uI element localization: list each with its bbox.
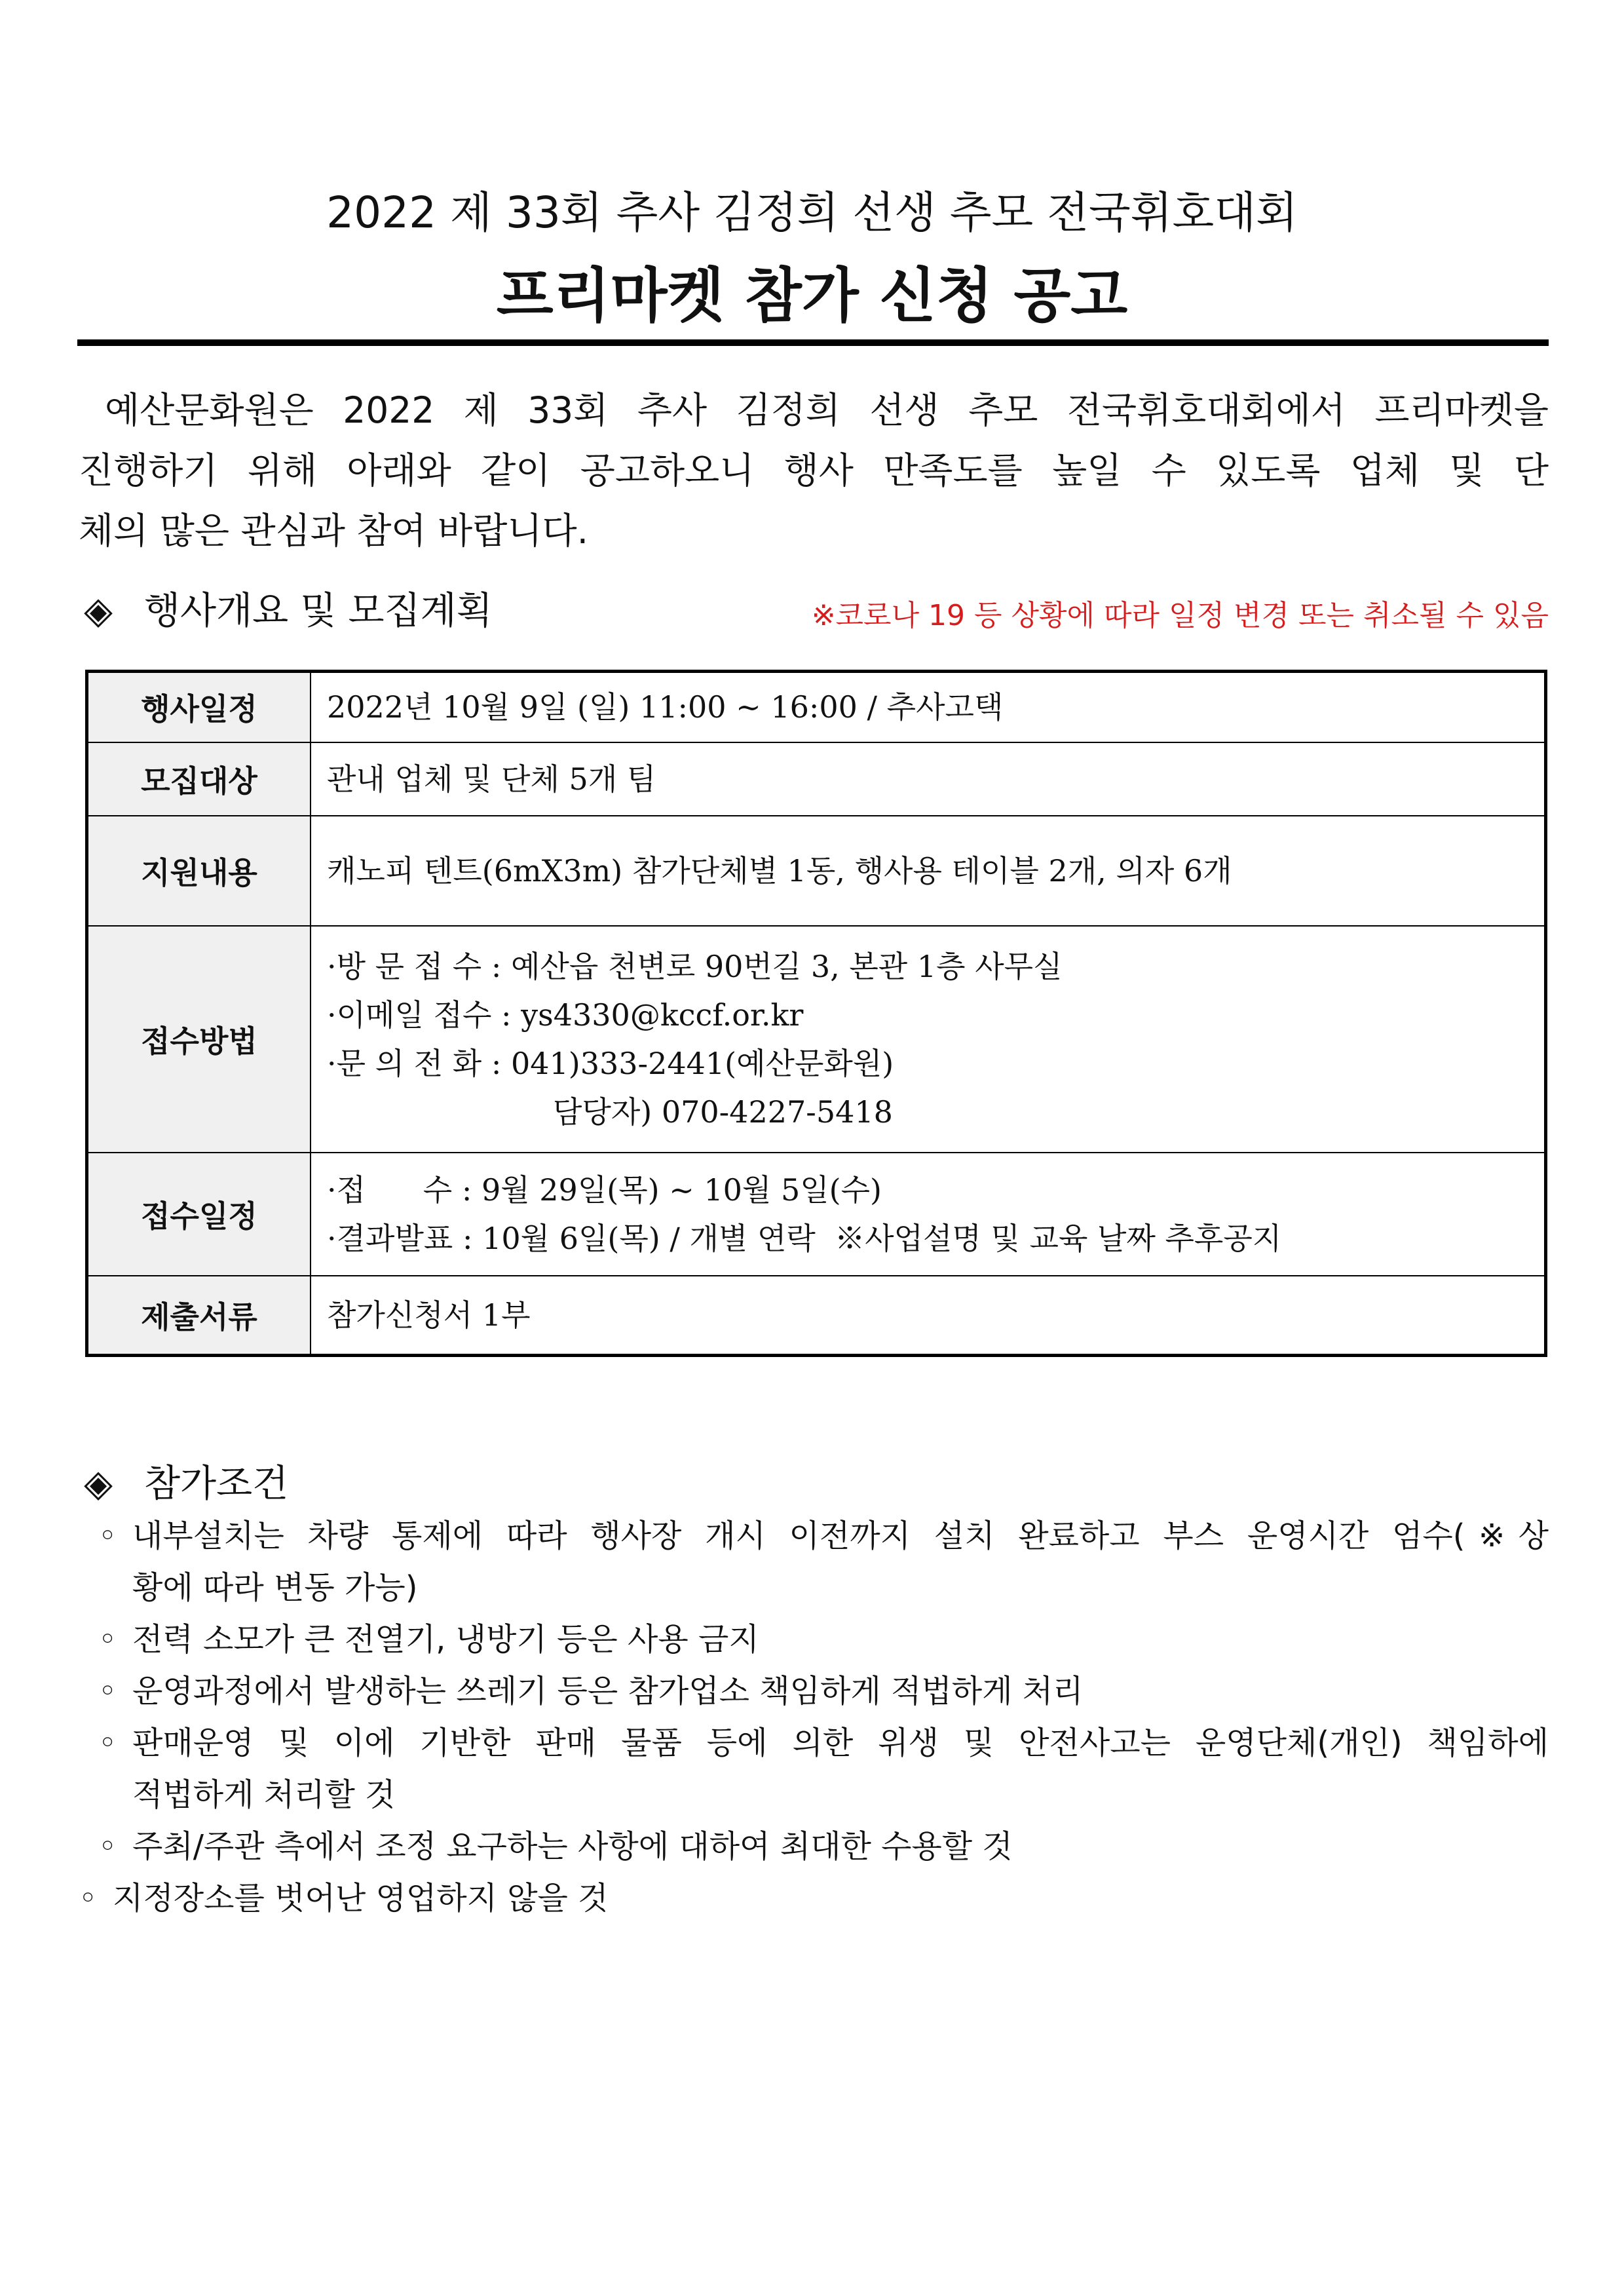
list-item-line: 지정장소를 벗어난 영업하지 않을 것 [113,1880,609,1917]
bullet-icon: ◦ [98,1673,117,1710]
table-row [87,1153,1546,1276]
row-label: 접수방법 [87,926,311,1153]
intro-line: 진행하기 위해 아래와 같이 공고하오니 행사 만족도를 높일 수 있도록 업체 및 단 [79,450,1549,491]
row-value-line: ·문 의 전 화 : 041)333-2441(예산문화원) [327,1045,894,1081]
row-value-line: 2022년 10월 9일 (일) 11:00 ~ 16:00 / 추사고택 [327,689,1004,725]
row-value-line: 관내 업체 및 단체 5개 팀 [327,761,656,797]
list-item [98,1666,1549,1717]
list-item-line: 황에 따라 변동 가능) [132,1569,418,1606]
event-subtitle: 2022 제 33회 추사 김정희 선생 추모 전국휘호대회 [326,187,1298,238]
row-value-line: ·접 수 : 9월 29일(목) ~ 10월 5일(수) [327,1172,882,1208]
table-row [87,742,1546,816]
conditions-list [79,1510,1549,1924]
bullet-icon: ◦ [98,1621,117,1658]
row-value [311,672,1546,742]
list-item-line: 적법하게 처리할 것 [132,1776,396,1813]
list-item [98,1717,1549,1821]
list-item-line: 전력 소모가 큰 전열기, 냉방기 등은 사용 금지 [132,1621,759,1658]
table-row [87,1276,1546,1356]
overview-heading [79,584,493,637]
list-item-line: 주최/주관 측에서 조정 요구하는 사항에 대하여 최대한 수용할 것 [132,1828,1013,1865]
list-item-line: 내부설치는 차량 통제에 따라 행사장 개시 이전까지 설치 완료하고 부스 운영시간 엄수(※상 [132,1518,1549,1554]
row-value-line: ·방 문 접 수 : 예산읍 천변로 90번길 3, 본관 1층 사무실 [327,948,1063,984]
row-label: 제출서류 [87,1276,311,1356]
diamond-bullet-icon: ◈ [84,589,113,632]
bullet-icon: ◦ [98,1828,117,1865]
row-label: 지원내용 [87,816,311,926]
row-value [311,926,1546,1153]
row-value-line: ·결과발표 : 10월 6일(목) / 개별 연락 ※사업설명 및 교육 날짜 추후공지 [327,1220,1282,1256]
row-value [311,1276,1546,1356]
bullet-icon: ◦ [79,1880,98,1917]
list-item-line: 운영과정에서 발생하는 쓰레기 등은 참가업소 책임하게 적법하게 처리 [132,1673,1084,1710]
row-label: 모집대상 [87,742,311,816]
diamond-bullet-icon: ◈ [84,1462,113,1505]
covid-notice: ※코로나 19 등 상황에 따라 일정 변경 또는 취소될 수 있음 [811,599,1549,632]
conditions-heading [79,1457,288,1510]
row-value-line: 담당자) 070-4227-5418 [553,1094,893,1130]
row-value [311,1153,1546,1276]
list-item [98,1510,1549,1614]
list-item [98,1614,1549,1666]
page-title: 프리마켓 참가 신청 공고 [496,261,1128,330]
intro-line: 예산문화원은 2022 제 33회 추사 김정희 선생 추모 전국휘호대회에서 프리마켓을 [105,389,1549,431]
row-value-line: 캐노피 텐트(6mX3m) 참가단체별 1동, 행사용 테이블 2개, 의자 6개 [327,852,1232,889]
list-item-line: 판매운영 및 이에 기반한 판매 물품 등에 의한 위생 및 안전사고는 운영단체(개인) 책임하에 [132,1725,1549,1761]
row-label: 접수일정 [87,1153,311,1276]
title-divider [77,339,1549,346]
conditions-heading-text: 참가조건 [144,1462,289,1505]
event-info-table [85,670,1547,1357]
list-item [79,1873,1549,1924]
overview-heading-text: 행사개요 및 모집계획 [144,589,493,632]
row-label: 행사일정 [87,672,311,742]
bullet-icon: ◦ [98,1518,117,1554]
bullet-icon: ◦ [98,1725,117,1761]
intro-line: 체의 많은 관심과 참여 바랍니다. [79,510,589,552]
table-row [87,672,1546,742]
row-value-line: ·이메일 접수 : ys4330@kccf.or.kr [327,997,804,1033]
intro-paragraph [79,380,1549,561]
list-item [98,1821,1549,1873]
row-value [311,816,1546,926]
row-value [311,742,1546,816]
row-value-line: 참가신청서 1부 [327,1297,531,1333]
table-row [87,926,1546,1153]
table-row [87,816,1546,926]
